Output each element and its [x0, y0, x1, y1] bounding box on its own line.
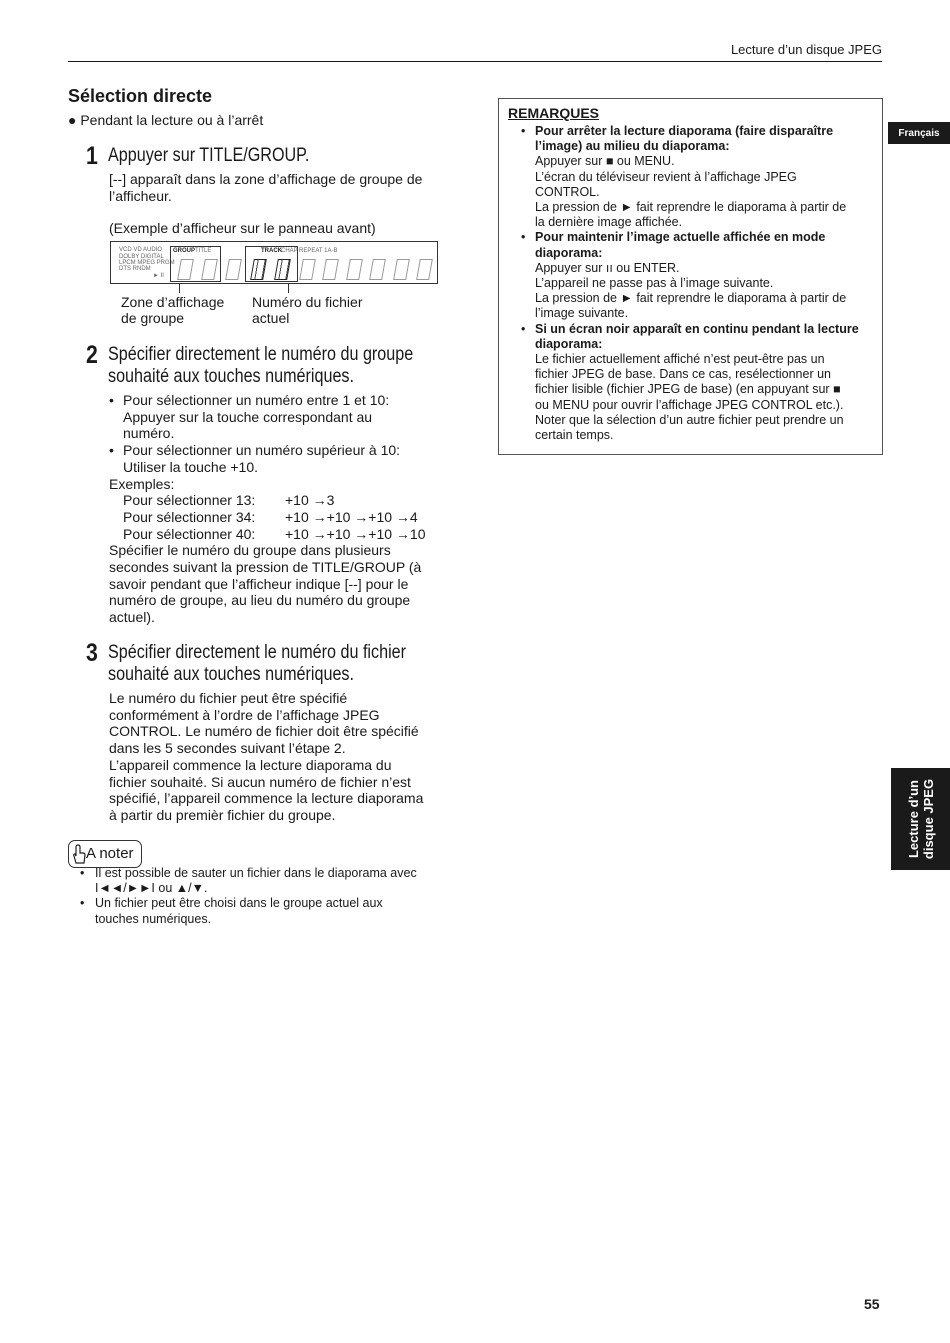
step-3-line: Le numéro du fichier peut être spécifié — [109, 690, 348, 706]
step-3-title-line: Spécifier directement le numéro du fichier — [108, 642, 407, 663]
example-row — [109, 492, 454, 509]
callout-group-line: Zone d’affichage — [121, 294, 225, 310]
note-badge — [68, 840, 142, 868]
step-2-title-line: souhaité aux touches numériques. — [108, 366, 355, 387]
step-2-bullet-line: Utiliser la touche +10. — [123, 458, 259, 475]
step-3-line: à partir du premièr fichier du groupe. — [109, 806, 336, 823]
step-1-number: 1 — [86, 142, 98, 170]
remarks-line: La pression de ► fait reprendre le diaporama à partir de — [535, 200, 847, 215]
display-digit — [369, 259, 386, 280]
step-2-bullet-line: • Pour sélectionner un numéro supérieur à 10: — [123, 442, 401, 459]
step-2-para-line: numéro de groupe, au lieu du numéro du groupe — [109, 592, 411, 609]
display-digit — [299, 259, 316, 280]
step-2-bullet-line: numéro. — [123, 425, 175, 442]
remarks-item — [519, 230, 875, 321]
step-2-bullet — [109, 442, 454, 475]
step-3-line: CONTROL. Le numéro de fichier doit être spécifié — [109, 723, 419, 740]
example-sequence: +10 →3 — [285, 492, 335, 509]
remarks-item-title: l’image) au milieu du diaporama: — [535, 139, 730, 154]
note-item — [80, 866, 452, 896]
remarks-line: La pression de ► fait reprendre le diaporama à partir de — [535, 291, 847, 306]
step-2-para-line: secondes suivant la pression de TITLE/GROUP (à — [109, 559, 422, 576]
step-3-line: spécifié, l’appareil commence la lecture diaporama — [109, 790, 424, 807]
remarks-line: ou MENU pour ouvrir l’affichage JPEG CONTROL etc.). — [535, 397, 844, 412]
step-1-title: Appuyer sur TITLE/GROUP. — [108, 145, 310, 166]
remarks-item — [519, 124, 875, 230]
example-row — [109, 526, 454, 543]
note-line: • Il est possible de sauter un fichier dans le diaporama avec — [95, 866, 417, 880]
remarks-item — [519, 322, 875, 444]
section-tab-label — [906, 779, 936, 859]
section-tab-line-2: disque JPEG — [920, 778, 936, 860]
hand-icon — [71, 844, 87, 864]
remarks-line: Noter que la sélection d’un autre fichier peut prendre un — [535, 412, 844, 427]
note-label: A noter — [86, 845, 134, 862]
remarks-item-title: diaporama: — [535, 336, 603, 351]
display-vcd-label: VCD VD AUDIO — [119, 247, 163, 253]
section-title: Sélection directe — [68, 86, 213, 106]
step-2-bullet-line: • Pour sélectionner un numéro entre 1 et 10: — [123, 392, 390, 408]
remarks-item-title: • Pour maintenir l’image actuelle affichée en mode — [535, 230, 826, 245]
step-3-line: dans les 5 secondes suivant l’étape 2. — [109, 740, 346, 757]
step-2-body — [109, 392, 454, 626]
example-sequence: +10 →+10 →+10 →4 — [285, 508, 418, 525]
remarks-line: l’image suivante. — [535, 306, 629, 321]
display-group-label: GROUP — [173, 248, 196, 254]
step-2-bullet-line: Appuyer sur la touche correspondant au — [123, 408, 373, 425]
example-sequence: +10 →+10 →+10 →10 — [285, 525, 426, 542]
remarks-body — [519, 124, 875, 443]
display-dolby-label: DOLBY DIGITAL — [119, 254, 164, 260]
display-digit — [346, 259, 363, 280]
step-1-line: [--] apparaît dans la zone d’affichage de groupe de — [109, 171, 423, 187]
step-3-line: L’appareil commence la lecture diaporama du — [109, 756, 392, 773]
step-3-line: fichier souhaité. Si aucun numéro de fichier n’est — [109, 773, 411, 790]
running-header: Lecture d’un disque JPEG — [730, 42, 882, 57]
callout-file-line: actuel — [252, 310, 290, 326]
remarks-item-title: diaporama: — [535, 245, 603, 260]
display-digit — [322, 259, 339, 280]
step-2-number: 2 — [86, 341, 98, 369]
display-play-pause-label: ► II — [153, 273, 164, 279]
step-3-line: conformément à l’ordre de l’affichage JPEG — [109, 706, 380, 723]
callout-file-line: Numéro du fichier — [252, 294, 363, 310]
page-number: 55 — [864, 1296, 880, 1312]
front-panel-display — [110, 241, 438, 284]
step-1-line: l’afficheur. — [109, 187, 172, 204]
section-tab — [891, 768, 950, 870]
callout-group-zone — [121, 294, 224, 326]
remarks-line: L’écran du téléviseur revient à l’affichage JPEG — [535, 169, 797, 184]
display-digit — [416, 259, 433, 280]
remarks-line: la dernière image affichée. — [535, 215, 683, 230]
step-2-bullet — [109, 392, 454, 442]
note-body — [80, 866, 452, 927]
step-2-title-line: Spécifier directement le numéro du groupe — [108, 344, 414, 365]
display-digit — [225, 259, 242, 280]
example-label: Pour sélectionner 40: — [123, 525, 256, 542]
display-dts-label: DTS RNDM — [119, 266, 151, 272]
remarks-line: certain temps. — [535, 428, 614, 443]
remarks-line: Le fichier actuellement affiché n’est peut-être pas un — [535, 352, 825, 367]
display-repeat-label: REPEAT 1A-B — [299, 248, 338, 254]
header-rule — [68, 61, 882, 62]
example-label: Pour sélectionner 13: — [123, 492, 256, 509]
step-3-title-line: souhaité aux touches numériques. — [108, 664, 355, 685]
remarks-line: CONTROL. — [535, 184, 600, 199]
callout-file-number — [252, 294, 363, 326]
display-lpcm-label: LPCM MPEG PRGM — [119, 260, 175, 266]
step-2-para-line: savoir pendant que l’afficheur indique [--] pour le — [109, 575, 409, 592]
note-line: touches numériques. — [95, 911, 212, 926]
examples-label: Exemples: — [109, 475, 175, 492]
example-label: Pour sélectionner 34: — [123, 508, 256, 525]
display-track-label: TRACK — [261, 248, 282, 254]
step-3-body — [109, 690, 454, 824]
display-digit — [393, 259, 410, 280]
remarks-item-title: • Pour arrêter la lecture diaporama (faire disparaître — [535, 124, 834, 138]
note-item — [80, 896, 452, 926]
section-tab-line-1: Lecture d’un — [905, 779, 921, 859]
note-line: I◄◄/►►I ou ▲/▼. — [95, 881, 208, 896]
step-2-para-line: Spécifier le numéro du groupe dans plusieurs — [109, 542, 391, 559]
callout-line-file — [288, 283, 289, 293]
step-2-title — [108, 344, 413, 388]
callout-group-line: de groupe — [121, 310, 185, 326]
remarks-line: fichier lisible (fichier JPEG de base) (en appuyant sur ■ — [535, 382, 841, 397]
example-row — [109, 509, 454, 526]
section-condition: ● Pendant la lecture ou à l’arrêt — [68, 112, 264, 128]
step-1-body — [109, 171, 454, 204]
step-3-title — [108, 642, 406, 686]
remarks-line: Appuyer sur ■ ou MENU. — [535, 154, 675, 169]
callout-line-group — [179, 283, 180, 293]
language-tab: Français — [888, 122, 950, 144]
remarks-title: REMARQUES — [508, 105, 600, 121]
remarks-box — [498, 98, 883, 455]
remarks-line: fichier JPEG de base. Dans ce cas, resélectionner un — [535, 367, 831, 382]
remarks-line: L’appareil ne passe pas à l’image suivante. — [535, 276, 774, 291]
step-2-para-line: actuel). — [109, 609, 155, 626]
display-example-caption: (Exemple d’afficheur sur le panneau avant) — [109, 220, 376, 236]
display-title-label: TITLE — [195, 248, 212, 254]
remarks-item-title: • Si un écran noir apparaît en continu pendant la lecture — [535, 321, 859, 336]
step-3-number: 3 — [86, 639, 98, 667]
display-chap-label: CHAP — [281, 248, 298, 254]
remarks-line: Appuyer sur ıı ou ENTER. — [535, 260, 680, 275]
note-line: • Un fichier peut être choisi dans le groupe actuel aux — [95, 896, 383, 911]
